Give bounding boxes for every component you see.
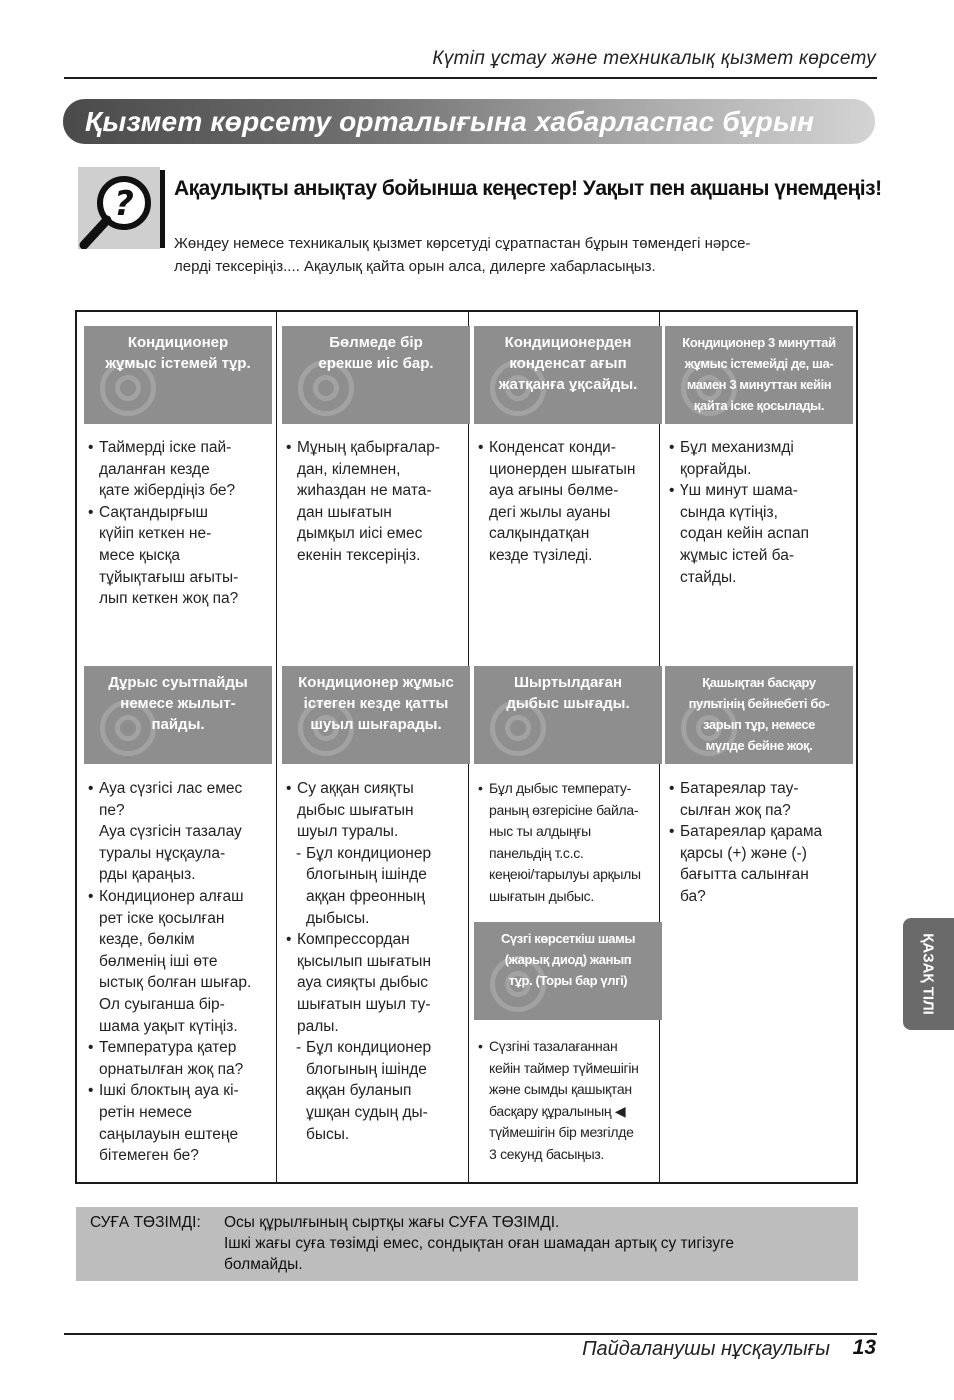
section-header-title: Күтіп ұстау және техникалық қызмет көрсету	[432, 48, 876, 69]
solution-item: бысы.	[306, 1125, 350, 1143]
solution-item: қорғайды.	[680, 460, 752, 478]
page-number: 13	[852, 1336, 876, 1359]
solution-item: екенін тексеріңіз.	[297, 546, 421, 564]
solution-item: аққан буланып	[306, 1082, 412, 1100]
banner-title: Қызмет көрсету орталығына хабарласпас бұрын	[85, 106, 815, 137]
solution-item: блогының ішінде	[306, 1060, 427, 1078]
solution-list	[286, 437, 470, 567]
column-divider	[276, 310, 277, 1184]
solution-item: аққан фреонның	[306, 887, 426, 905]
solution-item: блогының ішінде	[306, 866, 427, 884]
solution-item: бөлменің іші өте	[99, 952, 218, 970]
problem-label-line: пайды.	[151, 716, 205, 733]
solution-item: • Таймерді іске пай-	[88, 437, 272, 459]
solution-item: саңылауын ештеңе	[99, 1125, 239, 1143]
solution-list	[478, 1036, 662, 1166]
solution-item: кеңеюі/тарылуы арқылы	[489, 866, 641, 883]
solution-item: туралы нұсқаула-	[99, 844, 226, 862]
solution-list	[286, 778, 470, 1145]
solution-item: • Конденсат конди-	[478, 437, 662, 459]
problem-label-line: конденсат ағып	[509, 355, 627, 372]
solution-list	[478, 778, 662, 908]
solution-list	[669, 437, 853, 588]
problem-label-box	[665, 666, 853, 764]
solution-item: пе?	[99, 801, 125, 819]
footer-divider	[64, 1333, 877, 1335]
problem-label-line: қайта іске қосылады.	[693, 398, 825, 413]
solution-item: күйіп кеткен не-	[99, 525, 212, 543]
solution-item: дан, кілемнен,	[297, 460, 401, 478]
language-tab	[903, 918, 954, 1030]
problem-label-box	[474, 666, 662, 764]
solution-item: • Су аққан сияқты	[286, 778, 470, 800]
problem-label-box	[665, 326, 853, 424]
solution-item: рды қараңыз.	[99, 866, 196, 884]
problem-label	[84, 326, 272, 374]
solution-item: тұйықтағыш ағыты-	[99, 568, 239, 586]
solution-list	[669, 778, 853, 908]
solution-item: қарсы (+) және (-)	[680, 844, 807, 862]
solution-item: • Батареялар тау-	[669, 778, 853, 800]
section-banner	[63, 99, 875, 144]
solution-item: ауа ағыны бөлме-	[489, 482, 619, 500]
solution-item: даланған кезде	[99, 460, 210, 478]
problem-label-line: Шыртылдаған	[513, 674, 623, 691]
problem-label	[474, 666, 662, 714]
solution-item: рет іске қосылған	[99, 909, 225, 927]
problem-label-line: істеген кезде қатты	[303, 695, 449, 712]
problem-label	[665, 666, 853, 756]
solution-item: - Бұл кондиционер	[286, 1037, 470, 1059]
solution-item: • Батареялар қарама	[669, 821, 853, 843]
header-divider	[64, 77, 877, 79]
solution-item: ауа сияқты дыбыс	[297, 974, 429, 992]
solution-item: дыбыс шығатын	[297, 801, 414, 819]
problem-label-line: шуыл шығарады.	[310, 716, 442, 733]
solution-item: және сымды қашықтан	[489, 1081, 632, 1098]
problem-label-line: Кондиционерден	[504, 334, 632, 351]
solution-item: • Ішкі блоктың ауа кі-	[88, 1080, 272, 1102]
solution-item: Ауа сүзгісін тазалау	[99, 823, 242, 841]
tips-intro-line: Жөндеу немесе техникалық қызмет көрсетуді сұратпастан бұрын төмендегі нәрсе-	[174, 235, 751, 252]
svg-text:?: ?	[114, 184, 134, 224]
solution-item: шуыл туралы.	[297, 823, 399, 841]
solution-item: ретін немесе	[99, 1103, 192, 1121]
tips-intro	[174, 232, 834, 278]
problem-label-line: тұр. (Торы бар үлгі)	[508, 973, 628, 988]
language-tab-label: ҚАЗАҚ ТІЛІ	[919, 933, 937, 1015]
solution-item: • Кондиционер алғаш	[88, 886, 272, 908]
problem-label-line: немесе жылыт-	[120, 695, 236, 712]
solution-item: қысылып шығатын	[297, 952, 432, 970]
solution-item: содан кейін аспап	[680, 525, 810, 543]
water-resistance-note	[76, 1207, 858, 1281]
solution-item: - Бұл кондиционер	[286, 843, 470, 865]
solution-item: • Температура қатер	[88, 1037, 272, 1059]
problem-label-line: зарып тұр, немесе	[702, 717, 816, 732]
problem-label-line: Кондиционер	[127, 334, 229, 351]
solution-item: • Бұл механизмді	[669, 437, 853, 459]
solution-item: салқындатқан	[489, 525, 590, 543]
problem-label-line: жатқанға ұқсайды.	[498, 376, 638, 393]
solution-item: раның өзгерісіне байла-	[489, 801, 639, 818]
solution-item: орнатылған жоқ па?	[99, 1060, 244, 1078]
solution-item: • Мұның қабырғалар-	[286, 437, 470, 459]
filter-indicator-label-box	[474, 922, 662, 1020]
problem-label-box	[282, 666, 470, 764]
problem-label-line: ерекше иіс бар.	[318, 355, 434, 372]
problem-label	[474, 326, 662, 395]
problem-label-line: жұмыс істемейді де, ша-	[684, 356, 834, 371]
note-label: СУҒА ТӨЗІМДІ:	[90, 1214, 201, 1231]
problem-label-line: дыбыс шығады.	[506, 695, 630, 712]
solution-item: • Үш минут шама-	[669, 480, 853, 502]
solution-item: кезде түзіледі.	[489, 546, 593, 564]
solution-item: дымқыл иісі емес	[297, 525, 423, 543]
solution-item: сында күтіңіз,	[680, 503, 778, 521]
solution-item: • Ауа сүзгісі лас емес	[88, 778, 272, 800]
problem-label-box	[84, 666, 272, 764]
solution-item: қате жібердіңіз бе?	[99, 482, 236, 500]
solution-item: лып кеткен жоқ па?	[99, 590, 239, 608]
solution-item: шама уақыт күтіңіз.	[99, 1017, 238, 1035]
problem-label-line: мамен 3 минуттан кейін	[686, 377, 832, 392]
problem-label-line: мүлде бейне жоқ.	[705, 738, 813, 753]
solution-list	[88, 778, 272, 1167]
problem-label	[474, 922, 662, 991]
solution-item: ба?	[680, 887, 706, 905]
solution-item: • Сақтандырғыш	[88, 502, 272, 524]
solution-item: • Компрессордан	[286, 929, 470, 951]
problem-label-line: (жарық диод) жанып	[504, 952, 632, 967]
problem-label-line: Қашықтан басқару	[702, 675, 816, 690]
solution-item: • Бұл дыбыс температу-	[478, 778, 662, 800]
solution-item: кейін таймер түймешігін	[489, 1059, 639, 1076]
footer-manual-title: Пайдаланушы нұсқаулығы	[582, 1338, 830, 1360]
tips-heading: Ақаулықты анықтау бойынша кеңестер! Уақыт пен ақшаны үнемдеңіз!	[174, 177, 882, 200]
solution-item: стайды.	[680, 568, 737, 586]
problem-label-box	[84, 326, 272, 424]
note-line: болмайды.	[224, 1256, 303, 1273]
solution-item: сылған жоқ па?	[680, 801, 791, 819]
tips-intro-line: лерді тексеріңіз.... Ақаулық қайта орын алса, дилерге хабарласыңыз.	[174, 258, 656, 275]
problem-label	[282, 666, 470, 735]
solution-item: ралы.	[297, 1017, 339, 1035]
problem-label-box	[474, 326, 662, 424]
solution-item: ныс ты алдыңғы	[489, 823, 591, 840]
solution-item: жиһаздан не мата-	[297, 482, 432, 500]
problem-label-line: Бөлмеде бір	[329, 334, 423, 351]
solution-item: түймешігін бір мезгілде	[489, 1124, 634, 1141]
solution-item: ционерден шығатын	[489, 460, 636, 478]
solution-list	[478, 437, 662, 567]
note-line: Осы құрылғының сыртқы жағы СУҒА ТӨЗІМДІ.	[224, 1214, 560, 1231]
solution-item: ыстық болған шығар.	[99, 974, 252, 992]
solution-item: бағытта салынған	[680, 866, 809, 884]
solution-item: 3 секунд басыңыз.	[489, 1145, 605, 1162]
solution-item: басқару құралының ◀	[489, 1102, 626, 1119]
problem-label-line: Кондиционер 3 минуттай	[682, 335, 836, 350]
solution-item: панельдің т.с.с.	[489, 844, 584, 861]
problem-label-line: Сүзгі көрсеткіш шамы	[500, 931, 636, 946]
problem-label	[665, 326, 853, 416]
solution-list	[88, 437, 272, 610]
problem-label	[282, 326, 470, 374]
problem-label-line: Дұрыс суытпайды	[108, 674, 248, 691]
problem-label	[84, 666, 272, 735]
note-line: Ішкі жағы суға төзімді емес, сондықтан оған шамадан артық су тигізуге	[224, 1235, 735, 1252]
solution-item: жұмыс істей ба-	[680, 546, 794, 564]
problem-label-line: жұмыс істемей тұр.	[105, 355, 251, 372]
solution-item: • Сүзгіні тазалағаннан	[478, 1036, 662, 1058]
solution-item: Ол суыганша бір-	[99, 995, 225, 1013]
solution-item: дыбысы.	[306, 909, 370, 927]
solution-item: дегі жылы ауаны	[489, 503, 611, 521]
solution-item: шығатын шуыл ту-	[297, 995, 431, 1013]
solution-item: бітемеген бе?	[99, 1147, 199, 1165]
solution-item: дан шығатын	[297, 503, 392, 521]
solution-item: месе қысқа	[99, 546, 181, 564]
problem-label-line: пультінің бейнебеті бо-	[688, 696, 830, 711]
solution-item: шығатын дыбыс.	[489, 887, 594, 904]
problem-label-line: Кондиционер жұмыс	[298, 674, 454, 691]
question-magnifier-icon	[78, 167, 160, 249]
solution-item: ұшқан судың ды-	[306, 1103, 428, 1121]
problem-label-box	[282, 326, 470, 424]
solution-item: кезде, бөлкім	[99, 931, 195, 949]
heading-accent-bar	[160, 170, 165, 248]
